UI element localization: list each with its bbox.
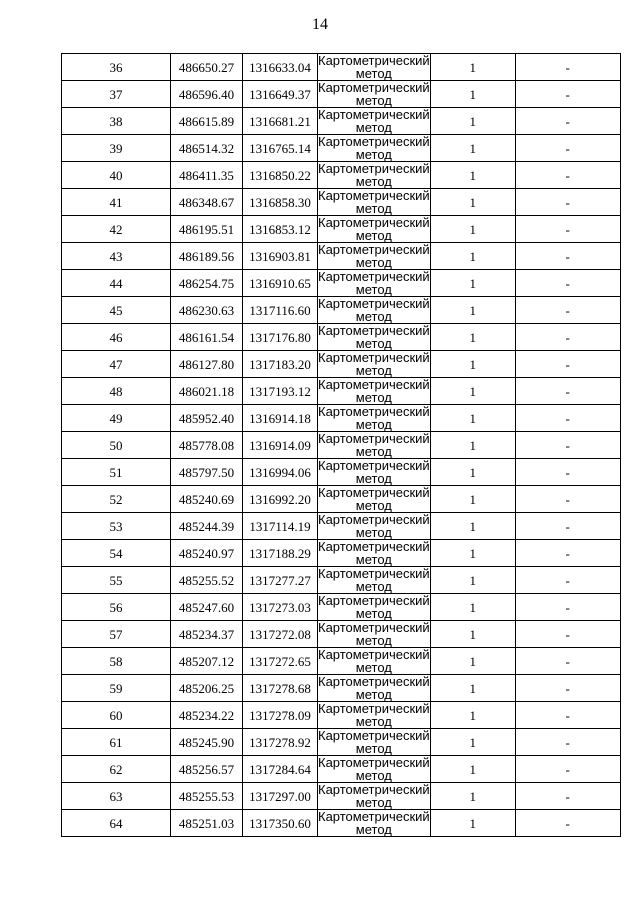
y-coordinate-cell: 1316853.12 [243, 216, 318, 243]
extra-cell: - [515, 783, 620, 810]
method-label-line1: Картометрический [318, 512, 430, 527]
x-coordinate-cell: 485206.25 [171, 675, 243, 702]
accuracy-cell: 1 [430, 513, 515, 540]
y-coordinate-cell: 1317116.60 [243, 297, 318, 324]
method-label-line2: метод [355, 579, 392, 594]
point-number-cell: 52 [62, 486, 171, 513]
method-label-line2: метод [355, 363, 392, 378]
method-cell [318, 162, 431, 189]
method-label-line2: метод [355, 309, 392, 324]
method-label-line1: Картометрический [318, 566, 430, 581]
y-coordinate-cell: 1316992.20 [243, 486, 318, 513]
x-coordinate-cell: 485234.22 [171, 702, 243, 729]
method-label-line1: Картометрический [318, 458, 430, 473]
x-coordinate-cell: 485952.40 [171, 405, 243, 432]
x-coordinate-cell: 485244.39 [171, 513, 243, 540]
extra-cell: - [515, 351, 620, 378]
extra-cell: - [515, 378, 620, 405]
point-number-cell: 64 [62, 810, 171, 837]
x-coordinate-cell: 485234.37 [171, 621, 243, 648]
y-coordinate-cell: 1316681.21 [243, 108, 318, 135]
accuracy-cell: 1 [430, 459, 515, 486]
y-coordinate-cell: 1317183.20 [243, 351, 318, 378]
point-number-cell: 46 [62, 324, 171, 351]
point-number-cell: 63 [62, 783, 171, 810]
table-row [62, 270, 621, 297]
accuracy-cell: 1 [430, 324, 515, 351]
accuracy-cell: 1 [430, 81, 515, 108]
method-cell [318, 216, 431, 243]
method-label-line2: метод [355, 201, 392, 216]
extra-cell: - [515, 675, 620, 702]
extra-cell: - [515, 405, 620, 432]
table-row [62, 324, 621, 351]
method-label-line2: метод [355, 336, 392, 351]
y-coordinate-cell: 1317273.03 [243, 594, 318, 621]
x-coordinate-cell: 485778.08 [171, 432, 243, 459]
table-row [62, 135, 621, 162]
y-coordinate-cell: 1316633.04 [243, 54, 318, 81]
method-label-line1: Картометрический [318, 755, 430, 770]
method-cell [318, 432, 431, 459]
method-cell [318, 108, 431, 135]
accuracy-cell: 1 [430, 486, 515, 513]
accuracy-cell: 1 [430, 54, 515, 81]
extra-cell: - [515, 324, 620, 351]
method-label-line2: метод [355, 822, 392, 837]
accuracy-cell: 1 [430, 621, 515, 648]
point-number-cell: 48 [62, 378, 171, 405]
accuracy-cell: 1 [430, 432, 515, 459]
x-coordinate-cell: 486411.35 [171, 162, 243, 189]
extra-cell: - [515, 486, 620, 513]
point-number-cell: 43 [62, 243, 171, 270]
method-label-line1: Картометрический [318, 215, 430, 230]
method-label-line2: метод [355, 147, 392, 162]
point-number-cell: 55 [62, 567, 171, 594]
accuracy-cell: 1 [430, 378, 515, 405]
page-number: 14 [312, 16, 328, 33]
x-coordinate-cell: 486615.89 [171, 108, 243, 135]
point-number-cell: 37 [62, 81, 171, 108]
point-number-cell: 62 [62, 756, 171, 783]
method-label-line1: Картометрический [318, 539, 430, 554]
method-cell [318, 297, 431, 324]
method-label-line2: метод [355, 660, 392, 675]
coordinates-table [61, 53, 621, 837]
table-body [62, 54, 621, 837]
method-cell [318, 648, 431, 675]
accuracy-cell: 1 [430, 243, 515, 270]
table-row [62, 54, 621, 81]
method-label-line2: метод [355, 417, 392, 432]
y-coordinate-cell: 1317278.68 [243, 675, 318, 702]
x-coordinate-cell: 486650.27 [171, 54, 243, 81]
extra-cell: - [515, 594, 620, 621]
method-label-line2: метод [355, 525, 392, 540]
method-label-line1: Картометрический [318, 782, 430, 797]
method-label-line1: Картометрический [318, 242, 430, 257]
method-cell [318, 243, 431, 270]
method-cell [318, 351, 431, 378]
x-coordinate-cell: 485255.53 [171, 783, 243, 810]
extra-cell: - [515, 270, 620, 297]
table-row [62, 216, 621, 243]
method-label-line1: Картометрический [318, 620, 430, 635]
method-label-line1: Картометрический [318, 107, 430, 122]
point-number-cell: 53 [62, 513, 171, 540]
method-cell [318, 378, 431, 405]
extra-cell: - [515, 513, 620, 540]
method-cell [318, 135, 431, 162]
x-coordinate-cell: 486189.56 [171, 243, 243, 270]
accuracy-cell: 1 [430, 405, 515, 432]
x-coordinate-cell: 485240.69 [171, 486, 243, 513]
x-coordinate-cell: 486021.18 [171, 378, 243, 405]
x-coordinate-cell: 486161.54 [171, 324, 243, 351]
y-coordinate-cell: 1316914.09 [243, 432, 318, 459]
method-label-line1: Картометрический [318, 377, 430, 392]
x-coordinate-cell: 486596.40 [171, 81, 243, 108]
extra-cell: - [515, 54, 620, 81]
accuracy-cell: 1 [430, 729, 515, 756]
method-label-line1: Картометрический [318, 809, 430, 824]
accuracy-cell: 1 [430, 648, 515, 675]
method-cell [318, 459, 431, 486]
method-label-line2: метод [355, 66, 392, 81]
table-row [62, 783, 621, 810]
y-coordinate-cell: 1317176.80 [243, 324, 318, 351]
point-number-cell: 44 [62, 270, 171, 297]
y-coordinate-cell: 1317272.08 [243, 621, 318, 648]
table-row [62, 108, 621, 135]
method-cell [318, 81, 431, 108]
table-row [62, 432, 621, 459]
x-coordinate-cell: 485255.52 [171, 567, 243, 594]
table-row [62, 621, 621, 648]
point-number-cell: 49 [62, 405, 171, 432]
method-label-line1: Картометрический [318, 674, 430, 689]
method-label-line2: метод [355, 174, 392, 189]
point-number-cell: 45 [62, 297, 171, 324]
point-number-cell: 60 [62, 702, 171, 729]
method-label-line1: Картометрический [318, 647, 430, 662]
accuracy-cell: 1 [430, 567, 515, 594]
y-coordinate-cell: 1317277.27 [243, 567, 318, 594]
x-coordinate-cell: 486230.63 [171, 297, 243, 324]
table-row [62, 486, 621, 513]
method-cell [318, 405, 431, 432]
x-coordinate-cell: 486514.32 [171, 135, 243, 162]
accuracy-cell: 1 [430, 810, 515, 837]
extra-cell: - [515, 243, 620, 270]
point-number-cell: 56 [62, 594, 171, 621]
point-number-cell: 38 [62, 108, 171, 135]
point-number-cell: 59 [62, 675, 171, 702]
x-coordinate-cell: 485240.97 [171, 540, 243, 567]
table-row [62, 81, 621, 108]
extra-cell: - [515, 648, 620, 675]
extra-cell: - [515, 459, 620, 486]
point-number-cell: 36 [62, 54, 171, 81]
x-coordinate-cell: 485256.57 [171, 756, 243, 783]
accuracy-cell: 1 [430, 297, 515, 324]
method-label-line1: Картометрический [318, 404, 430, 419]
table-row [62, 702, 621, 729]
y-coordinate-cell: 1317193.12 [243, 378, 318, 405]
method-label-line2: метод [355, 390, 392, 405]
accuracy-cell: 1 [430, 270, 515, 297]
method-label-line1: Картометрический [318, 593, 430, 608]
method-label-line2: метод [355, 714, 392, 729]
x-coordinate-cell: 486195.51 [171, 216, 243, 243]
extra-cell: - [515, 540, 620, 567]
method-cell [318, 702, 431, 729]
x-coordinate-cell: 486348.67 [171, 189, 243, 216]
x-coordinate-cell: 485247.60 [171, 594, 243, 621]
table-row [62, 405, 621, 432]
y-coordinate-cell: 1317278.92 [243, 729, 318, 756]
method-label-line2: метод [355, 687, 392, 702]
point-number-cell: 50 [62, 432, 171, 459]
y-coordinate-cell: 1317188.29 [243, 540, 318, 567]
table-row [62, 756, 621, 783]
y-coordinate-cell: 1316858.30 [243, 189, 318, 216]
method-cell [318, 675, 431, 702]
method-label-line2: метод [355, 471, 392, 486]
point-number-cell: 58 [62, 648, 171, 675]
table-row [62, 297, 621, 324]
y-coordinate-cell: 1316914.18 [243, 405, 318, 432]
y-coordinate-cell: 1316765.14 [243, 135, 318, 162]
method-cell [318, 621, 431, 648]
method-label-line2: метод [355, 606, 392, 621]
method-label-line2: метод [355, 768, 392, 783]
method-cell [318, 729, 431, 756]
x-coordinate-cell: 486127.80 [171, 351, 243, 378]
point-number-cell: 57 [62, 621, 171, 648]
table-row [62, 567, 621, 594]
method-label-line2: метод [355, 93, 392, 108]
accuracy-cell: 1 [430, 702, 515, 729]
method-label-line2: метод [355, 795, 392, 810]
table-row [62, 513, 621, 540]
method-label-line2: метод [355, 741, 392, 756]
point-number-cell: 39 [62, 135, 171, 162]
accuracy-cell: 1 [430, 162, 515, 189]
table-row [62, 378, 621, 405]
table-row [62, 189, 621, 216]
extra-cell: - [515, 162, 620, 189]
method-label-line1: Картометрический [318, 269, 430, 284]
extra-cell: - [515, 216, 620, 243]
method-cell [318, 540, 431, 567]
method-label-line1: Картометрический [318, 323, 430, 338]
extra-cell: - [515, 297, 620, 324]
accuracy-cell: 1 [430, 594, 515, 621]
method-cell [318, 486, 431, 513]
y-coordinate-cell: 1317278.09 [243, 702, 318, 729]
y-coordinate-cell: 1316910.65 [243, 270, 318, 297]
method-cell [318, 756, 431, 783]
accuracy-cell: 1 [430, 351, 515, 378]
method-label-line2: метод [355, 120, 392, 135]
accuracy-cell: 1 [430, 189, 515, 216]
point-number-cell: 40 [62, 162, 171, 189]
extra-cell: - [515, 621, 620, 648]
method-label-line1: Картометрический [318, 701, 430, 716]
method-label-line2: метод [355, 552, 392, 567]
method-cell [318, 810, 431, 837]
extra-cell: - [515, 108, 620, 135]
method-cell [318, 189, 431, 216]
table-row [62, 729, 621, 756]
method-label-line2: метод [355, 498, 392, 513]
extra-cell: - [515, 756, 620, 783]
method-label-line2: метод [355, 228, 392, 243]
table-row [62, 162, 621, 189]
table-row [62, 459, 621, 486]
method-cell [318, 324, 431, 351]
y-coordinate-cell: 1316649.37 [243, 81, 318, 108]
method-label-line1: Картометрический [318, 161, 430, 176]
method-label-line1: Картометрический [318, 350, 430, 365]
method-cell [318, 270, 431, 297]
table-row [62, 351, 621, 378]
extra-cell: - [515, 81, 620, 108]
point-number-cell: 51 [62, 459, 171, 486]
table-row [62, 594, 621, 621]
method-label-line1: Картометрический [318, 728, 430, 743]
method-cell [318, 594, 431, 621]
table-row [62, 648, 621, 675]
method-cell [318, 513, 431, 540]
y-coordinate-cell: 1317272.65 [243, 648, 318, 675]
table-row [62, 540, 621, 567]
y-coordinate-cell: 1317350.60 [243, 810, 318, 837]
method-label-line1: Картометрический [318, 485, 430, 500]
extra-cell: - [515, 567, 620, 594]
y-coordinate-cell: 1316903.81 [243, 243, 318, 270]
y-coordinate-cell: 1316850.22 [243, 162, 318, 189]
method-cell [318, 54, 431, 81]
extra-cell: - [515, 189, 620, 216]
y-coordinate-cell: 1316994.06 [243, 459, 318, 486]
accuracy-cell: 1 [430, 675, 515, 702]
table-row [62, 810, 621, 837]
method-label-line1: Картометрический [318, 188, 430, 203]
point-number-cell: 42 [62, 216, 171, 243]
x-coordinate-cell: 485251.03 [171, 810, 243, 837]
method-label-line1: Картометрический [318, 53, 430, 68]
x-coordinate-cell: 485797.50 [171, 459, 243, 486]
x-coordinate-cell: 485245.90 [171, 729, 243, 756]
extra-cell: - [515, 135, 620, 162]
method-cell [318, 783, 431, 810]
method-label-line2: метод [355, 255, 392, 270]
accuracy-cell: 1 [430, 135, 515, 162]
method-label-line1: Картометрический [318, 431, 430, 446]
point-number-cell: 61 [62, 729, 171, 756]
y-coordinate-cell: 1317297.00 [243, 783, 318, 810]
accuracy-cell: 1 [430, 216, 515, 243]
table-row [62, 675, 621, 702]
accuracy-cell: 1 [430, 540, 515, 567]
accuracy-cell: 1 [430, 108, 515, 135]
method-label-line1: Картометрический [318, 296, 430, 311]
method-label-line2: метод [355, 633, 392, 648]
point-number-cell: 54 [62, 540, 171, 567]
method-cell [318, 567, 431, 594]
extra-cell: - [515, 810, 620, 837]
point-number-cell: 41 [62, 189, 171, 216]
x-coordinate-cell: 485207.12 [171, 648, 243, 675]
method-label-line2: метод [355, 282, 392, 297]
table-row [62, 243, 621, 270]
x-coordinate-cell: 486254.75 [171, 270, 243, 297]
extra-cell: - [515, 702, 620, 729]
accuracy-cell: 1 [430, 783, 515, 810]
accuracy-cell: 1 [430, 756, 515, 783]
y-coordinate-cell: 1317114.19 [243, 513, 318, 540]
method-label-line1: Картометрический [318, 134, 430, 149]
extra-cell: - [515, 729, 620, 756]
method-label-line1: Картометрический [318, 80, 430, 95]
method-label-line2: метод [355, 444, 392, 459]
y-coordinate-cell: 1317284.64 [243, 756, 318, 783]
point-number-cell: 47 [62, 351, 171, 378]
extra-cell: - [515, 432, 620, 459]
